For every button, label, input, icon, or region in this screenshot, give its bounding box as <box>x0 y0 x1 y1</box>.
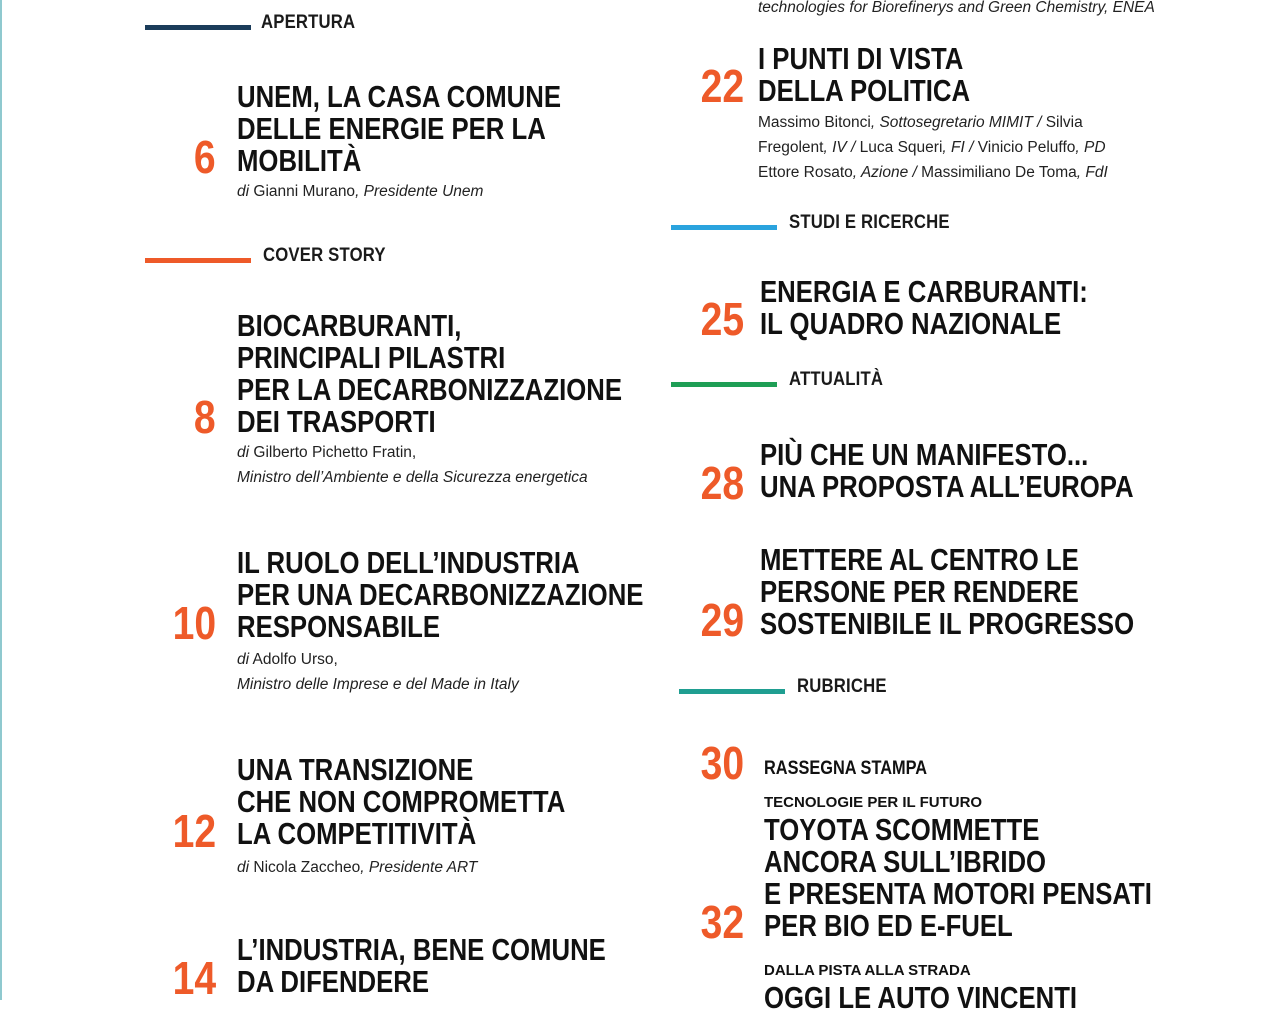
title-line: L’INDUSTRIA, BENE COMUNE <box>237 932 606 967</box>
author-role: , Azione / <box>852 164 922 181</box>
section-label-rubriche: RUBRICHE <box>797 676 887 697</box>
title-line: MOBILITÀ <box>237 143 362 178</box>
author-name: Vinicio Peluffo <box>977 139 1076 156</box>
title-line: SOSTENIBILE IL PROGRESSO <box>760 606 1135 641</box>
article-title-8[interactable] <box>237 310 622 438</box>
title-line: DELLA POLITICA <box>758 73 971 108</box>
page-number-14: 14 <box>172 952 216 1004</box>
section-label-cover-story: COVER STORY <box>263 245 386 266</box>
page-number-25: 25 <box>700 293 744 345</box>
article-title-25[interactable] <box>760 276 1088 340</box>
article-title-14[interactable] <box>237 934 606 998</box>
title-line: PER UNA DECARBONIZZAZIONE <box>237 577 644 612</box>
article-title-22[interactable] <box>758 43 970 107</box>
title-line: IL RUOLO DELL’INDUSTRIA <box>237 545 580 580</box>
section-label-apertura: APERTURA <box>261 12 356 33</box>
title-line: IL QUADRO NAZIONALE <box>760 306 1062 341</box>
section-label-attualita: ATTUALITÀ <box>789 369 884 390</box>
title-line: TOYOTA SCOMMETTE <box>764 812 1040 847</box>
title-line: CHE NON COMPROMETTA <box>237 784 566 819</box>
article-title-6[interactable] <box>237 81 561 177</box>
section-bar-attualita <box>671 382 777 387</box>
page-number-30: 30 <box>700 737 744 789</box>
page-number-29: 29 <box>700 594 744 646</box>
article-title-29[interactable] <box>760 544 1134 640</box>
title-line: OGGI LE AUTO VINCENTI <box>764 980 1078 1015</box>
page-number-10: 10 <box>172 597 216 649</box>
author-name: Gilberto Pichetto Fratin, <box>253 444 417 461</box>
title-line: UNEM, LA CASA COMUNE <box>237 79 562 114</box>
author-role: , Presidente Unem <box>355 183 484 200</box>
title-line: DEI TRASPORTI <box>237 404 436 439</box>
byline-10 <box>237 647 519 697</box>
author-name: Massimo Bitonci <box>758 114 871 131</box>
page-edge-line <box>0 0 2 1000</box>
title-line: DELLE ENERGIE PER LA <box>237 111 546 146</box>
credit-tail: technologies for Biorefinerys and Green Chemistry, ENEA <box>758 0 1155 16</box>
title-line: I PUNTI DI VISTA <box>758 41 964 76</box>
page-number-12: 12 <box>172 805 216 857</box>
author-name: Luca Squeri <box>859 139 943 156</box>
title-line: BIOCARBURANTI, <box>237 308 462 343</box>
author-name: Nicola Zaccheo <box>253 859 361 876</box>
title-line: UNA PROPOSTA ALL’EUROPA <box>760 469 1134 504</box>
author-role: , IV / <box>823 139 860 156</box>
section-label-studi-ricerche: STUDI E RICERCHE <box>789 212 950 233</box>
author-role: , FI / <box>942 139 978 156</box>
byline-6 <box>237 179 483 204</box>
author-role: , FdI <box>1076 164 1108 181</box>
author-name: Massimiliano De Toma <box>921 164 1077 181</box>
byline-12 <box>237 855 477 880</box>
article-title-32[interactable] <box>764 814 1152 942</box>
title-line: ENERGIA E CARBURANTI: <box>760 274 1088 309</box>
byline-22 <box>758 110 1108 185</box>
author-role: , PD <box>1075 139 1106 156</box>
kicker-32: TECNOLOGIE PER IL FUTURO <box>764 794 983 811</box>
author-name: Fregolent <box>758 139 824 156</box>
title-line: RESPONSABILE <box>237 609 441 644</box>
page-number-28: 28 <box>700 457 744 509</box>
title-line: PRINCIPALI PILASTRI <box>237 340 506 375</box>
author-name: Gianni Murano <box>253 183 356 200</box>
author-name: Ettore Rosato <box>758 164 853 181</box>
byline-prefix: di <box>237 444 250 461</box>
title-line: METTERE AL CENTRO LE <box>760 542 1079 577</box>
page-number-6: 6 <box>194 131 216 183</box>
page-number-32: 32 <box>700 896 744 948</box>
title-line: LA COMPETITIVITÀ <box>237 816 477 851</box>
article-title-10[interactable] <box>237 547 643 643</box>
section-bar-rubriche <box>679 689 785 694</box>
title-line: DA DIFENDERE <box>237 964 430 999</box>
byline-prefix: di <box>237 859 250 876</box>
title-line: ANCORA SULL’IBRIDO <box>764 844 1047 879</box>
author-role: , Presidente ART <box>360 859 478 876</box>
byline-prefix: di <box>237 651 250 668</box>
author-name: Silvia <box>1045 114 1083 131</box>
article-title-30[interactable]: RASSEGNA STAMPA <box>764 758 928 779</box>
page-number-22: 22 <box>700 60 744 112</box>
title-line: PER BIO ED E-FUEL <box>764 908 1013 943</box>
author-name: Adolfo Urso, <box>252 651 338 668</box>
byline-prefix: di <box>237 183 250 200</box>
title-line: PIÙ CHE UN MANIFESTO... <box>760 437 1089 472</box>
article-title-next[interactable] <box>764 982 1077 1014</box>
title-line: PERSONE PER RENDERE <box>760 574 1079 609</box>
author-role: Ministro delle Imprese e del Made in Italy <box>237 676 519 693</box>
page-number-8: 8 <box>194 391 216 443</box>
author-role: Ministro dell’Ambiente e della Sicurezza energetica <box>237 469 588 486</box>
title-line: UNA TRANSIZIONE <box>237 752 474 787</box>
author-role: , Sottosegretario MIMIT / <box>870 114 1046 131</box>
section-bar-apertura <box>145 25 251 30</box>
title-line: PER LA DECARBONIZZAZIONE <box>237 372 623 407</box>
section-bar-studi-ricerche <box>671 225 777 230</box>
article-title-28[interactable] <box>760 439 1134 503</box>
article-title-12[interactable] <box>237 754 565 850</box>
title-line: E PRESENTA MOTORI PENSATI <box>764 876 1152 911</box>
byline-8 <box>237 440 588 490</box>
kicker-next: DALLA PISTA ALLA STRADA <box>764 962 971 979</box>
section-bar-cover-story <box>145 258 251 263</box>
